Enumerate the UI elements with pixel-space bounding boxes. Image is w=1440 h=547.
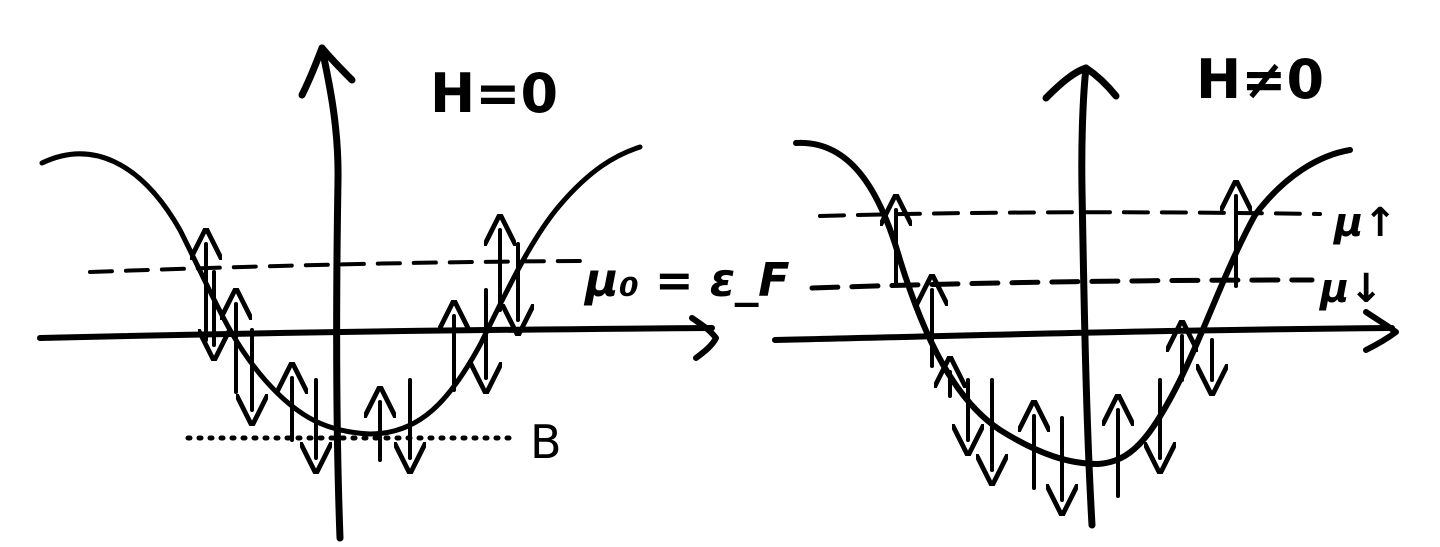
left-k-axis — [40, 328, 712, 338]
right-field-label: H≠0 — [1196, 48, 1325, 111]
band-bottom-label: B — [530, 415, 562, 469]
left-panel — [40, 48, 790, 538]
left-field-label: H=0 — [430, 62, 559, 125]
right-panel — [775, 48, 1397, 525]
right-spin-arrows — [896, 196, 1236, 500]
fermi-level-label: μ₀ = ε_F — [585, 253, 790, 307]
right-dispersion-curve — [796, 143, 1350, 464]
up-level-label: μ↑ — [1334, 200, 1397, 246]
left-k-axis-arrowhead — [692, 318, 716, 358]
right-energy-axis — [1082, 68, 1092, 525]
down-level-label: μ↓ — [1320, 266, 1383, 312]
left-energy-axis — [322, 48, 340, 538]
